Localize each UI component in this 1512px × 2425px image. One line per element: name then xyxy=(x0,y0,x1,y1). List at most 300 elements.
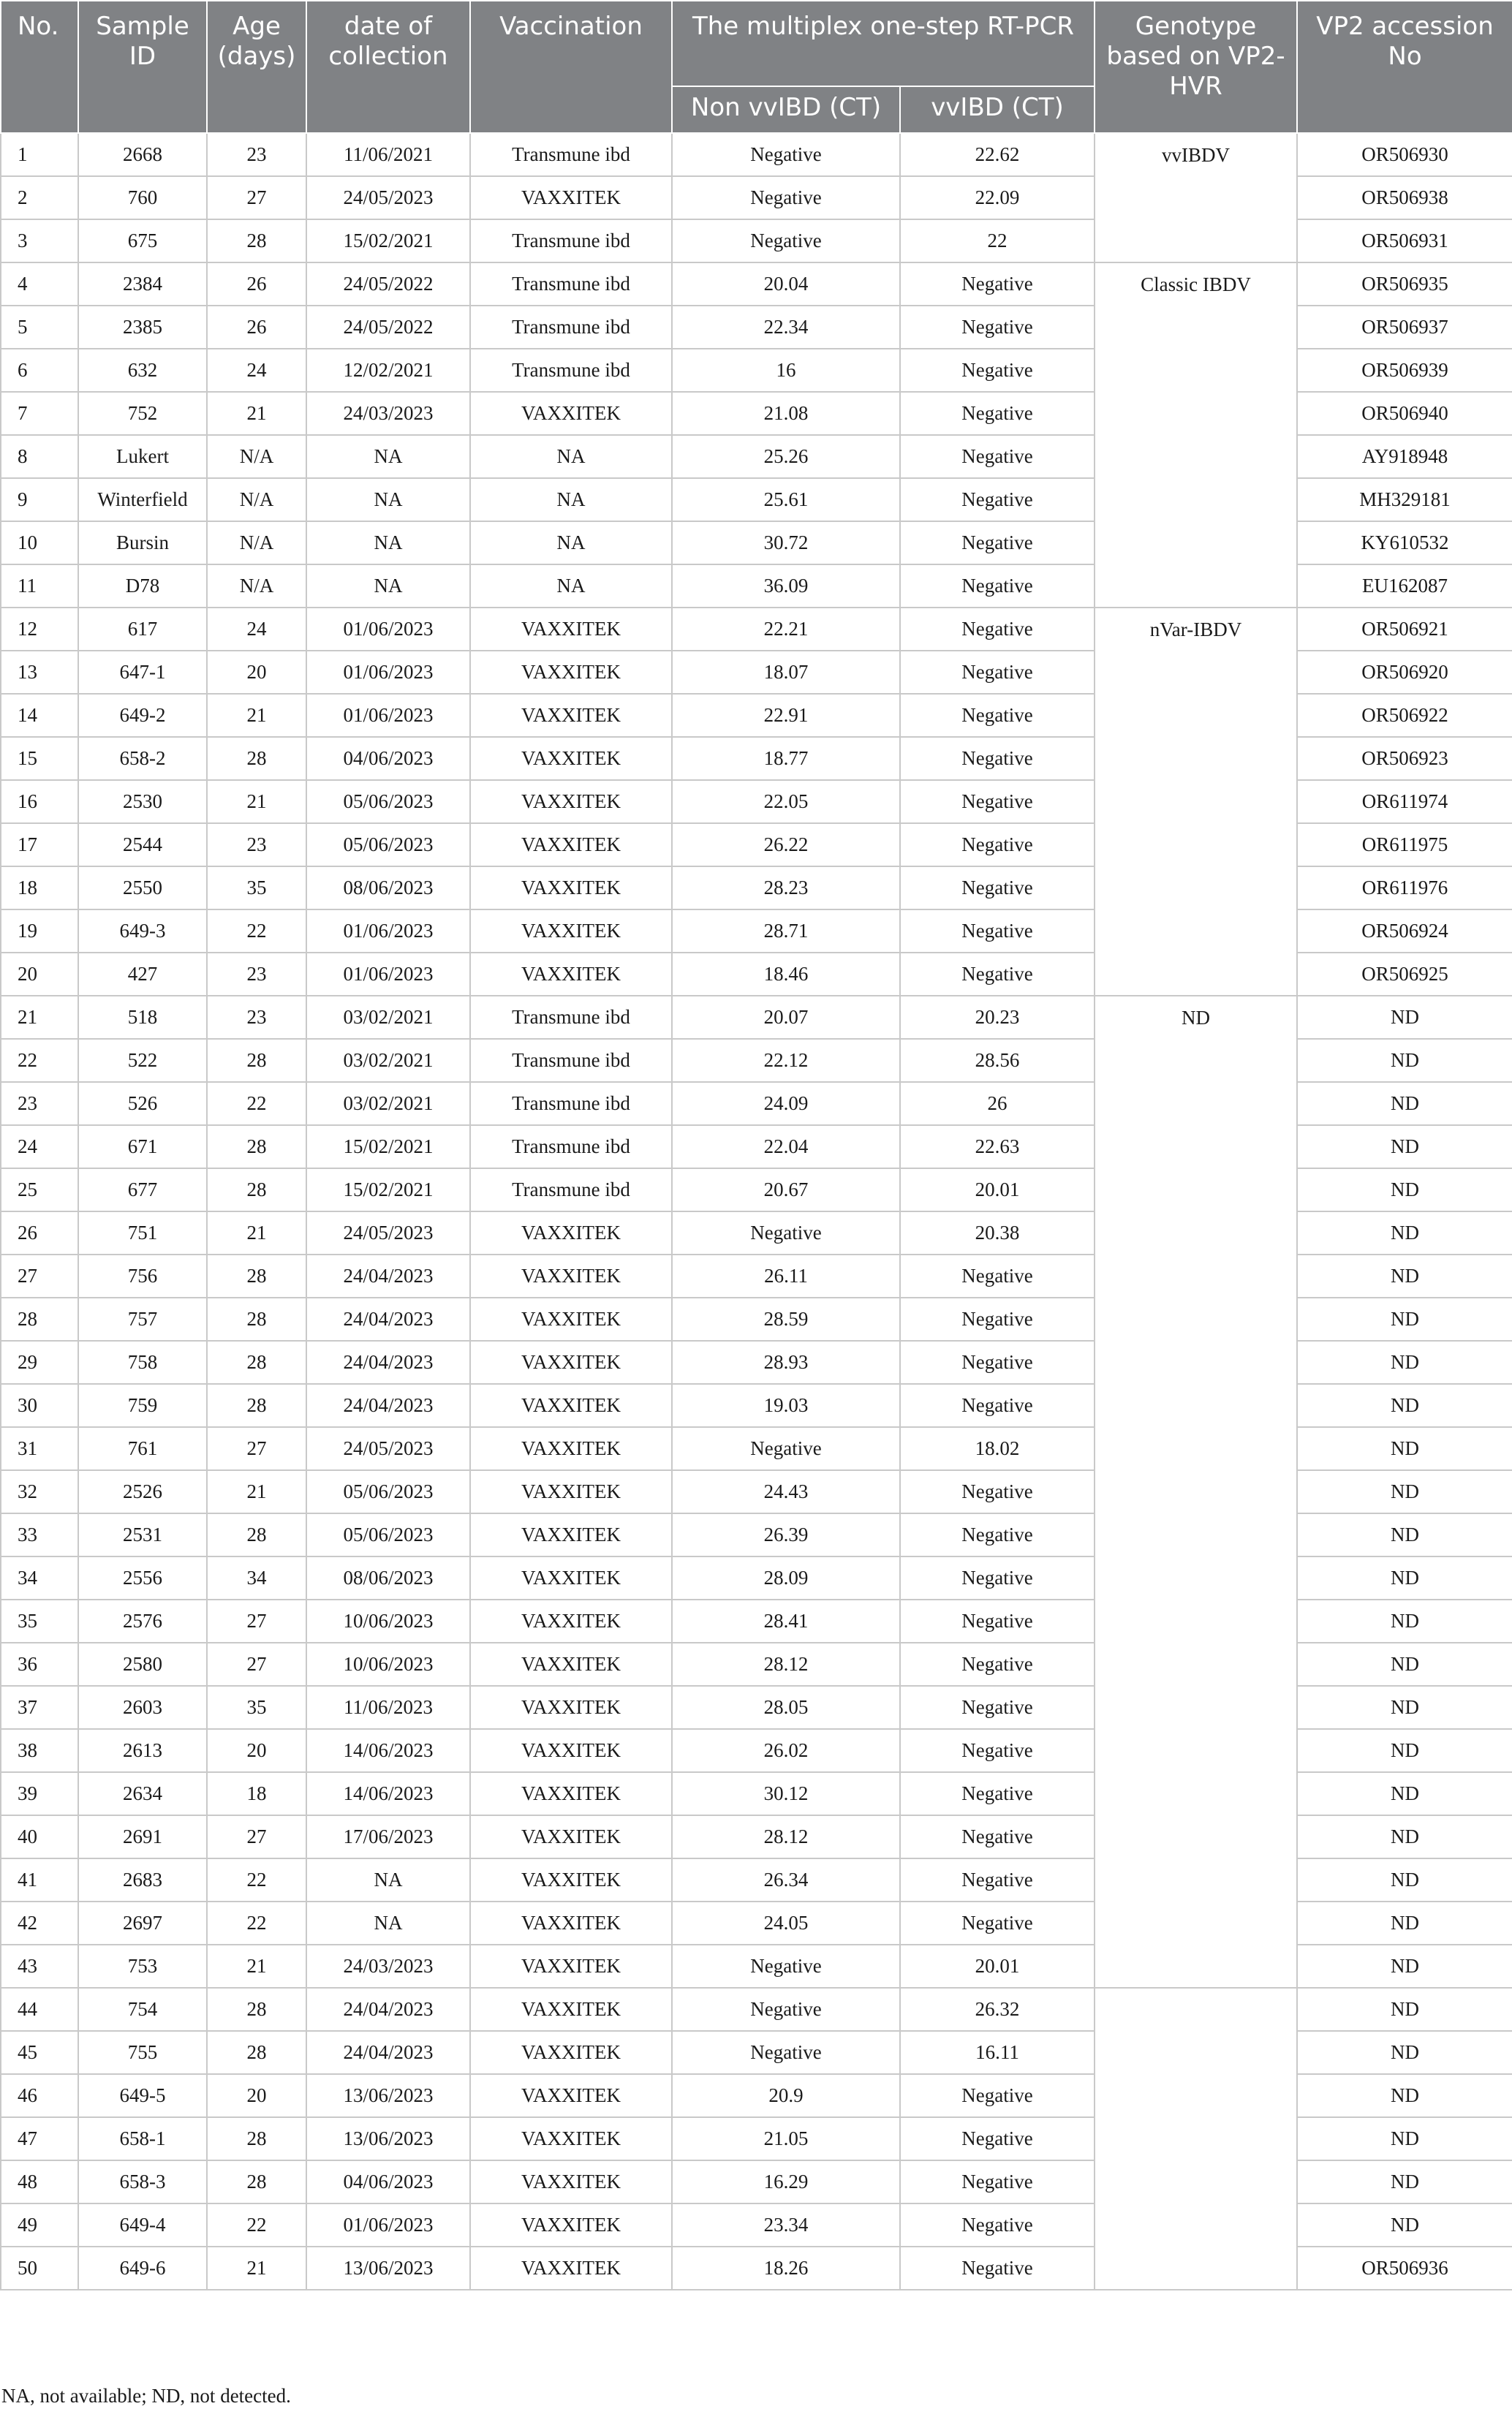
cell-non-vvibd: Negative xyxy=(672,133,900,176)
cell-non-vvibd: 22.05 xyxy=(672,780,900,823)
cell-sample-id: 526 xyxy=(78,1082,207,1125)
cell-sample-id: 675 xyxy=(78,219,207,262)
cell-no: 49 xyxy=(1,2203,78,2247)
cell-accession: ND xyxy=(1297,1384,1512,1427)
cell-no: 36 xyxy=(1,1643,78,1686)
cell-vvibd: Negative xyxy=(900,608,1095,651)
cell-no: 22 xyxy=(1,1039,78,1082)
cell-date: 13/06/2023 xyxy=(306,2247,470,2290)
cell-vaccination: VAXXITEK xyxy=(470,651,672,694)
cell-age: 22 xyxy=(207,2203,306,2247)
cell-sample-id: 649-2 xyxy=(78,694,207,737)
cell-date: 24/05/2023 xyxy=(306,176,470,219)
cell-sample-id: Winterfield xyxy=(78,478,207,521)
cell-accession: ND xyxy=(1297,1168,1512,1211)
cell-vaccination: Transmune ibd xyxy=(470,996,672,1039)
cell-vaccination: Transmune ibd xyxy=(470,1082,672,1125)
cell-sample-id: 2544 xyxy=(78,823,207,866)
cell-vaccination: NA xyxy=(470,435,672,478)
cell-accession: KY610532 xyxy=(1297,521,1512,564)
cell-date: 13/06/2023 xyxy=(306,2117,470,2160)
cell-date: 10/06/2023 xyxy=(306,1600,470,1643)
header-sample-id: Sample ID xyxy=(78,1,207,133)
cell-no: 27 xyxy=(1,1255,78,1298)
cell-age: N/A xyxy=(207,478,306,521)
cell-vaccination: VAXXITEK xyxy=(470,1945,672,1988)
cell-non-vvibd: 28.59 xyxy=(672,1298,900,1341)
cell-sample-id: 757 xyxy=(78,1298,207,1341)
cell-vvibd: Negative xyxy=(900,2117,1095,2160)
cell-vvibd: Negative xyxy=(900,1470,1095,1513)
cell-sample-id: 2697 xyxy=(78,1902,207,1945)
cell-accession: ND xyxy=(1297,1082,1512,1125)
cell-vaccination: VAXXITEK xyxy=(470,737,672,780)
cell-vaccination: Transmune ibd xyxy=(470,1168,672,1211)
cell-vvibd: 16.11 xyxy=(900,2031,1095,2074)
cell-non-vvibd: 21.08 xyxy=(672,392,900,435)
cell-accession: OR506935 xyxy=(1297,262,1512,306)
cell-no: 41 xyxy=(1,1858,78,1902)
cell-age: 21 xyxy=(207,1211,306,1255)
cell-non-vvibd: 22.04 xyxy=(672,1125,900,1168)
cell-age: N/A xyxy=(207,521,306,564)
cell-accession: OR506923 xyxy=(1297,737,1512,780)
cell-date: 24/04/2023 xyxy=(306,1384,470,1427)
cell-age: 23 xyxy=(207,953,306,996)
cell-accession: ND xyxy=(1297,1125,1512,1168)
cell-date: 05/06/2023 xyxy=(306,823,470,866)
cell-vaccination: VAXXITEK xyxy=(470,1211,672,1255)
cell-accession: ND xyxy=(1297,1945,1512,1988)
cell-vaccination: VAXXITEK xyxy=(470,694,672,737)
cell-vaccination: VAXXITEK xyxy=(470,1600,672,1643)
cell-non-vvibd: 20.9 xyxy=(672,2074,900,2117)
cell-accession: EU162087 xyxy=(1297,564,1512,608)
table-row xyxy=(1,262,1512,306)
cell-no: 30 xyxy=(1,1384,78,1427)
cell-non-vvibd: 28.93 xyxy=(672,1341,900,1384)
cell-no: 37 xyxy=(1,1686,78,1729)
cell-age: 27 xyxy=(207,1815,306,1858)
cell-vaccination: VAXXITEK xyxy=(470,1815,672,1858)
cell-sample-id: 755 xyxy=(78,2031,207,2074)
cell-non-vvibd: 23.34 xyxy=(672,2203,900,2247)
cell-vvibd: 20.23 xyxy=(900,996,1095,1039)
cell-vvibd: Negative xyxy=(900,651,1095,694)
table-body xyxy=(1,133,1512,2290)
cell-sample-id: 759 xyxy=(78,1384,207,1427)
cell-no: 40 xyxy=(1,1815,78,1858)
cell-no: 28 xyxy=(1,1298,78,1341)
cell-non-vvibd: 18.26 xyxy=(672,2247,900,2290)
cell-vaccination: VAXXITEK xyxy=(470,823,672,866)
cell-age: 20 xyxy=(207,2074,306,2117)
cell-vaccination: VAXXITEK xyxy=(470,1772,672,1815)
cell-vaccination: VAXXITEK xyxy=(470,392,672,435)
cell-accession: OR506940 xyxy=(1297,392,1512,435)
cell-non-vvibd: 26.34 xyxy=(672,1858,900,1902)
cell-no: 9 xyxy=(1,478,78,521)
cell-date: 04/06/2023 xyxy=(306,2160,470,2203)
table-row xyxy=(1,996,1512,1039)
cell-age: 26 xyxy=(207,306,306,349)
cell-non-vvibd: 28.71 xyxy=(672,909,900,953)
cell-sample-id: 753 xyxy=(78,1945,207,1988)
cell-date: 24/04/2023 xyxy=(306,2031,470,2074)
cell-accession: OR506931 xyxy=(1297,219,1512,262)
cell-vaccination: VAXXITEK xyxy=(470,1513,672,1556)
cell-vvibd: Negative xyxy=(900,1341,1095,1384)
cell-no: 48 xyxy=(1,2160,78,2203)
cell-non-vvibd: 24.05 xyxy=(672,1902,900,1945)
cell-vvibd: Negative xyxy=(900,262,1095,306)
cell-date: 24/04/2023 xyxy=(306,1255,470,1298)
cell-non-vvibd: 16.29 xyxy=(672,2160,900,2203)
cell-no: 45 xyxy=(1,2031,78,2074)
cell-date: 11/06/2021 xyxy=(306,133,470,176)
cell-non-vvibd: 20.07 xyxy=(672,996,900,1039)
cell-non-vvibd: 26.02 xyxy=(672,1729,900,1772)
cell-non-vvibd: Negative xyxy=(672,1945,900,1988)
cell-non-vvibd: 26.11 xyxy=(672,1255,900,1298)
cell-date: 24/04/2023 xyxy=(306,1988,470,2031)
cell-vvibd: 22 xyxy=(900,219,1095,262)
cell-accession: ND xyxy=(1297,996,1512,1039)
cell-vaccination: VAXXITEK xyxy=(470,1858,672,1902)
cell-date: 01/06/2023 xyxy=(306,2203,470,2247)
cell-non-vvibd: 28.12 xyxy=(672,1643,900,1686)
cell-date: 24/05/2022 xyxy=(306,306,470,349)
cell-date: NA xyxy=(306,521,470,564)
cell-no: 4 xyxy=(1,262,78,306)
table-footnote: NA, not available; ND, not detected. xyxy=(1,2385,291,2407)
cell-non-vvibd: 19.03 xyxy=(672,1384,900,1427)
cell-age: 22 xyxy=(207,1858,306,1902)
cell-sample-id: 2530 xyxy=(78,780,207,823)
cell-date: 24/05/2023 xyxy=(306,1211,470,1255)
cell-sample-id: 761 xyxy=(78,1427,207,1470)
cell-vaccination: Transmune ibd xyxy=(470,349,672,392)
cell-vvibd: Negative xyxy=(900,1384,1095,1427)
cell-non-vvibd: 20.67 xyxy=(672,1168,900,1211)
cell-vvibd: Negative xyxy=(900,909,1095,953)
cell-vaccination: VAXXITEK xyxy=(470,866,672,909)
cell-vvibd: Negative xyxy=(900,1902,1095,1945)
cell-age: 28 xyxy=(207,1168,306,1211)
cell-no: 14 xyxy=(1,694,78,737)
cell-genotype: nVar-IBDV xyxy=(1095,608,1297,996)
cell-accession: ND xyxy=(1297,2031,1512,2074)
cell-vvibd: Negative xyxy=(900,1298,1095,1341)
cell-age: 21 xyxy=(207,780,306,823)
cell-date: 08/06/2023 xyxy=(306,866,470,909)
cell-date: 13/06/2023 xyxy=(306,2074,470,2117)
cell-sample-id: 2691 xyxy=(78,1815,207,1858)
header-genotype: Genotype based on VP2-HVR xyxy=(1095,1,1297,133)
cell-sample-id: 2385 xyxy=(78,306,207,349)
cell-vvibd: Negative xyxy=(900,306,1095,349)
cell-age: 21 xyxy=(207,2247,306,2290)
cell-age: 23 xyxy=(207,823,306,866)
cell-no: 16 xyxy=(1,780,78,823)
cell-sample-id: 671 xyxy=(78,1125,207,1168)
cell-vaccination: VAXXITEK xyxy=(470,1902,672,1945)
cell-no: 26 xyxy=(1,1211,78,1255)
cell-non-vvibd: 26.22 xyxy=(672,823,900,866)
cell-age: 28 xyxy=(207,1125,306,1168)
cell-non-vvibd: 30.72 xyxy=(672,521,900,564)
cell-age: 28 xyxy=(207,1384,306,1427)
cell-vvibd: Negative xyxy=(900,823,1095,866)
cell-age: 28 xyxy=(207,1039,306,1082)
cell-age: 21 xyxy=(207,392,306,435)
cell-vaccination: VAXXITEK xyxy=(470,2117,672,2160)
cell-vvibd: Negative xyxy=(900,1600,1095,1643)
cell-date: 24/04/2023 xyxy=(306,1298,470,1341)
cell-no: 12 xyxy=(1,608,78,651)
cell-accession: ND xyxy=(1297,1211,1512,1255)
cell-sample-id: 760 xyxy=(78,176,207,219)
cell-non-vvibd: 22.21 xyxy=(672,608,900,651)
cell-accession: ND xyxy=(1297,1513,1512,1556)
cell-non-vvibd: 22.34 xyxy=(672,306,900,349)
cell-vaccination: VAXXITEK xyxy=(470,2160,672,2203)
cell-age: 28 xyxy=(207,1298,306,1341)
cell-date: NA xyxy=(306,435,470,478)
cell-no: 39 xyxy=(1,1772,78,1815)
cell-accession: OR506938 xyxy=(1297,176,1512,219)
cell-age: 27 xyxy=(207,1427,306,1470)
cell-age: 28 xyxy=(207,2031,306,2074)
cell-sample-id: 2531 xyxy=(78,1513,207,1556)
cell-age: N/A xyxy=(207,564,306,608)
cell-no: 11 xyxy=(1,564,78,608)
cell-vvibd: 18.02 xyxy=(900,1427,1095,1470)
cell-date: 01/06/2023 xyxy=(306,953,470,996)
table-row xyxy=(1,1988,1512,2031)
cell-sample-id: 2603 xyxy=(78,1686,207,1729)
cell-date: 24/05/2022 xyxy=(306,262,470,306)
cell-vvibd: Negative xyxy=(900,521,1095,564)
cell-vaccination: VAXXITEK xyxy=(470,1686,672,1729)
cell-no: 34 xyxy=(1,1556,78,1600)
cell-no: 31 xyxy=(1,1427,78,1470)
cell-date: 24/03/2023 xyxy=(306,1945,470,1988)
cell-vvibd: Negative xyxy=(900,349,1095,392)
cell-no: 7 xyxy=(1,392,78,435)
cell-non-vvibd: 22.12 xyxy=(672,1039,900,1082)
cell-sample-id: 2683 xyxy=(78,1858,207,1902)
cell-date: 04/06/2023 xyxy=(306,737,470,780)
cell-accession: OR506936 xyxy=(1297,2247,1512,2290)
cell-vvibd: Negative xyxy=(900,866,1095,909)
cell-accession: ND xyxy=(1297,1298,1512,1341)
cell-vaccination: VAXXITEK xyxy=(470,1384,672,1427)
cell-vaccination: Transmune ibd xyxy=(470,1125,672,1168)
cell-vvibd: Negative xyxy=(900,392,1095,435)
cell-age: 28 xyxy=(207,219,306,262)
cell-age: 21 xyxy=(207,694,306,737)
cell-accession: ND xyxy=(1297,1255,1512,1298)
cell-non-vvibd: 18.77 xyxy=(672,737,900,780)
cell-no: 3 xyxy=(1,219,78,262)
cell-vaccination: Transmune ibd xyxy=(470,219,672,262)
cell-age: 28 xyxy=(207,2117,306,2160)
cell-age: 35 xyxy=(207,1686,306,1729)
cell-date: 01/06/2023 xyxy=(306,651,470,694)
cell-date: 10/06/2023 xyxy=(306,1643,470,1686)
cell-date: 17/06/2023 xyxy=(306,1815,470,1858)
cell-vvibd: Negative xyxy=(900,1255,1095,1298)
cell-vvibd: Negative xyxy=(900,478,1095,521)
header-non-vvibd: Non vvIBD (CT) xyxy=(672,86,900,133)
cell-accession: ND xyxy=(1297,2160,1512,2203)
cell-vvibd: Negative xyxy=(900,694,1095,737)
cell-vaccination: VAXXITEK xyxy=(470,909,672,953)
cell-sample-id: 649-3 xyxy=(78,909,207,953)
cell-age: 20 xyxy=(207,651,306,694)
cell-accession: ND xyxy=(1297,1643,1512,1686)
cell-vaccination: VAXXITEK xyxy=(470,1988,672,2031)
cell-accession: MH329181 xyxy=(1297,478,1512,521)
header-date: date of collection xyxy=(306,1,470,133)
table-header xyxy=(1,1,1512,133)
cell-date: 14/06/2023 xyxy=(306,1729,470,1772)
cell-sample-id: 2550 xyxy=(78,866,207,909)
cell-vaccination: NA xyxy=(470,521,672,564)
cell-no: 32 xyxy=(1,1470,78,1513)
cell-vvibd: Negative xyxy=(900,780,1095,823)
cell-date: 12/02/2021 xyxy=(306,349,470,392)
cell-vvibd: 22.09 xyxy=(900,176,1095,219)
cell-vaccination: VAXXITEK xyxy=(470,2074,672,2117)
cell-accession: OR611976 xyxy=(1297,866,1512,909)
cell-date: 03/02/2021 xyxy=(306,1082,470,1125)
cell-date: NA xyxy=(306,1858,470,1902)
header-accession: VP2 accession No xyxy=(1297,1,1512,133)
cell-no: 35 xyxy=(1,1600,78,1643)
cell-vaccination: Transmune ibd xyxy=(470,306,672,349)
header-vaccination: Vaccination xyxy=(470,1,672,133)
cell-no: 46 xyxy=(1,2074,78,2117)
cell-date: 05/06/2023 xyxy=(306,1513,470,1556)
cell-sample-id: 758 xyxy=(78,1341,207,1384)
cell-vaccination: VAXXITEK xyxy=(470,953,672,996)
cell-vvibd: 20.01 xyxy=(900,1945,1095,1988)
cell-age: 28 xyxy=(207,1341,306,1384)
cell-non-vvibd: 18.46 xyxy=(672,953,900,996)
cell-no: 2 xyxy=(1,176,78,219)
header-rtpcr-group: The multiplex one-step RT-PCR xyxy=(672,1,1095,86)
table-row xyxy=(1,608,1512,651)
cell-age: 21 xyxy=(207,1470,306,1513)
cell-accession: ND xyxy=(1297,1039,1512,1082)
cell-vaccination: VAXXITEK xyxy=(470,1298,672,1341)
cell-age: 20 xyxy=(207,1729,306,1772)
cell-genotype xyxy=(1095,1988,1297,2290)
cell-age: 35 xyxy=(207,866,306,909)
cell-vvibd: 22.62 xyxy=(900,133,1095,176)
cell-sample-id: 427 xyxy=(78,953,207,996)
cell-age: 27 xyxy=(207,176,306,219)
cell-age: 22 xyxy=(207,1082,306,1125)
cell-sample-id: 658-3 xyxy=(78,2160,207,2203)
cell-non-vvibd: 25.26 xyxy=(672,435,900,478)
cell-accession: ND xyxy=(1297,2074,1512,2117)
cell-age: 18 xyxy=(207,1772,306,1815)
cell-date: 24/04/2023 xyxy=(306,1341,470,1384)
cell-vaccination: Transmune ibd xyxy=(470,133,672,176)
cell-no: 13 xyxy=(1,651,78,694)
cell-date: 01/06/2023 xyxy=(306,909,470,953)
cell-accession: ND xyxy=(1297,1341,1512,1384)
cell-vvibd: 28.56 xyxy=(900,1039,1095,1082)
cell-non-vvibd: 26.39 xyxy=(672,1513,900,1556)
cell-date: 08/06/2023 xyxy=(306,1556,470,1600)
cell-sample-id: 649-4 xyxy=(78,2203,207,2247)
cell-date: 03/02/2021 xyxy=(306,996,470,1039)
cell-non-vvibd: 24.43 xyxy=(672,1470,900,1513)
cell-age: 21 xyxy=(207,1945,306,1988)
cell-vaccination: VAXXITEK xyxy=(470,2203,672,2247)
cell-vvibd: Negative xyxy=(900,1729,1095,1772)
cell-sample-id: 632 xyxy=(78,349,207,392)
cell-vaccination: VAXXITEK xyxy=(470,1427,672,1470)
cell-vaccination: VAXXITEK xyxy=(470,176,672,219)
cell-accession: ND xyxy=(1297,1858,1512,1902)
cell-date: 05/06/2023 xyxy=(306,780,470,823)
cell-genotype: ND xyxy=(1095,996,1297,1988)
cell-date: 11/06/2023 xyxy=(306,1686,470,1729)
cell-no: 15 xyxy=(1,737,78,780)
cell-sample-id: 2576 xyxy=(78,1600,207,1643)
cell-vaccination: VAXXITEK xyxy=(470,1729,672,1772)
cell-accession: OR506920 xyxy=(1297,651,1512,694)
cell-accession: ND xyxy=(1297,1686,1512,1729)
cell-vvibd: Negative xyxy=(900,1686,1095,1729)
cell-non-vvibd: 21.05 xyxy=(672,2117,900,2160)
cell-accession: OR506922 xyxy=(1297,694,1512,737)
cell-vvibd: Negative xyxy=(900,1772,1095,1815)
cell-genotype: Classic IBDV xyxy=(1095,262,1297,608)
cell-date: 24/05/2023 xyxy=(306,1427,470,1470)
cell-non-vvibd: 28.09 xyxy=(672,1556,900,1600)
cell-sample-id: 2634 xyxy=(78,1772,207,1815)
cell-non-vvibd: Negative xyxy=(672,1211,900,1255)
cell-no: 8 xyxy=(1,435,78,478)
cell-non-vvibd: 28.23 xyxy=(672,866,900,909)
cell-accession: ND xyxy=(1297,2203,1512,2247)
cell-no: 17 xyxy=(1,823,78,866)
cell-accession: OR611975 xyxy=(1297,823,1512,866)
cell-age: 28 xyxy=(207,1255,306,1298)
cell-accession: ND xyxy=(1297,2117,1512,2160)
cell-age: 26 xyxy=(207,262,306,306)
cell-sample-id: 2526 xyxy=(78,1470,207,1513)
cell-no: 5 xyxy=(1,306,78,349)
cell-age: 22 xyxy=(207,909,306,953)
cell-accession: OR611974 xyxy=(1297,780,1512,823)
cell-vvibd: 22.63 xyxy=(900,1125,1095,1168)
cell-vaccination: VAXXITEK xyxy=(470,780,672,823)
cell-age: 28 xyxy=(207,1988,306,2031)
cell-vvibd: Negative xyxy=(900,1643,1095,1686)
cell-vvibd: Negative xyxy=(900,2203,1095,2247)
cell-vvibd: Negative xyxy=(900,435,1095,478)
cell-non-vvibd: 28.12 xyxy=(672,1815,900,1858)
cell-sample-id: 2556 xyxy=(78,1556,207,1600)
cell-vvibd: 26.32 xyxy=(900,1988,1095,2031)
